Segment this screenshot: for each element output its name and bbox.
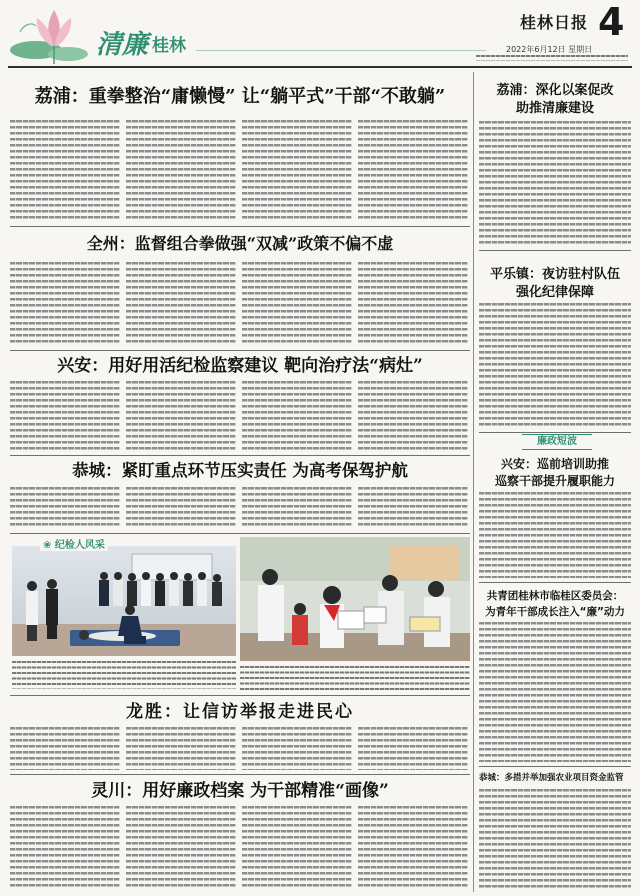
photo-caption: [240, 666, 470, 690]
headline-pingle-line1: 平乐镇：夜访驻村队伍: [489, 267, 620, 282]
article-body-column: [479, 303, 631, 428]
headline-lingchuan: 灵川：用好廉政档案 为干部精准“画像”: [91, 781, 389, 801]
section-rule: [479, 582, 631, 583]
article-body-column: [126, 381, 236, 451]
article-body-column: [126, 120, 236, 222]
header-accent-line: [196, 50, 486, 51]
article-body-column: [479, 622, 631, 762]
article-body-column: [479, 789, 631, 890]
article-body-column: [358, 487, 468, 528]
section-title: 清廉: [96, 30, 149, 60]
headline-quanzhou: 全州：监督组合拳做强“双减”政策不偏不虚: [86, 234, 394, 253]
headline-pingle-line2: 强化纪律保障: [515, 285, 594, 300]
section-subtitle: 桂林: [152, 36, 186, 56]
headline-lingui-line1: 共青团桂林市临桂区委员会：: [486, 590, 624, 602]
article-body-column: [10, 487, 120, 528]
headline-lipu-main: 荔浦：重拳整治“庸懒慢” 让“躺平式”干部“不敢躺”: [34, 86, 446, 107]
section-rule: [10, 350, 470, 351]
editor-credits: [476, 55, 628, 61]
article-body-column: [10, 727, 120, 770]
headline-lingui-line2: 为青年干部成长注入“廉”动力: [485, 606, 625, 618]
article-body-column: [242, 727, 352, 770]
headline-xingan-side-line2: 巡察干部提升履职能力: [494, 474, 615, 488]
headline-gongcheng-main: 恭城：紧盯重点环节压实责任 为高考保驾护航: [72, 461, 408, 480]
photo-training-demonstration: [12, 546, 236, 656]
feature-label-text: 纪检人风采: [54, 540, 105, 551]
headline-gongcheng-side: 恭城：多措并举加强农业项目资金监管: [479, 773, 624, 783]
photo-youth-activity: [240, 537, 470, 661]
issue-date: 2022年6月12日 星期日: [506, 45, 593, 54]
photo-caption: [12, 661, 236, 689]
article-body-column: [358, 806, 468, 890]
article-body-column: [358, 727, 468, 770]
article-body-column: [126, 727, 236, 770]
section-rule: [10, 774, 470, 775]
article-body-column: [242, 120, 352, 222]
article-body-column: [358, 120, 468, 222]
section-rule: [479, 250, 631, 251]
section-rule: [10, 533, 470, 534]
headline-lipu-side-line2: 助推清廉建设: [515, 101, 594, 116]
page-number: 4: [598, 0, 625, 44]
section-rule: [479, 766, 631, 767]
lotus-emblem-icon: [6, 2, 96, 66]
article-body-column: [479, 121, 631, 246]
headline-lipu-side-line1: 荔浦：深化以案促改: [496, 83, 614, 98]
section-rule: [10, 695, 470, 696]
article-body-column: [10, 262, 120, 344]
lotus-small-icon: ❀: [43, 540, 55, 551]
article-body-column: [358, 262, 468, 344]
article-body-column: [479, 492, 631, 578]
brief-news-label: 廉政短波: [522, 434, 592, 450]
section-rule: [10, 226, 470, 227]
headline-xingan-main: 兴安：用好用活纪检监察建议 靶向治疗法“病灶”: [57, 356, 423, 376]
article-body-column: [126, 806, 236, 890]
masthead-rule: [8, 66, 632, 68]
article-body-column: [10, 381, 120, 451]
article-body-column: [242, 806, 352, 890]
article-body-column: [10, 806, 120, 890]
article-body-column: [242, 381, 352, 451]
article-body-column: [126, 262, 236, 344]
article-body-column: [10, 120, 120, 222]
article-body-column: [242, 487, 352, 528]
section-rule: [479, 432, 631, 433]
headline-xingan-side-line1: 兴安：巡前培训助推: [500, 457, 609, 471]
newspaper-name: 桂林日报: [520, 13, 589, 32]
feature-label: [40, 536, 108, 551]
article-body-column: [358, 381, 468, 451]
article-body-column: [242, 262, 352, 344]
section-rule: [10, 455, 470, 456]
headline-longsheng: 龙胜：让信访举报走进民心: [126, 702, 354, 722]
article-body-column: [126, 487, 236, 528]
column-divider: [473, 72, 474, 892]
